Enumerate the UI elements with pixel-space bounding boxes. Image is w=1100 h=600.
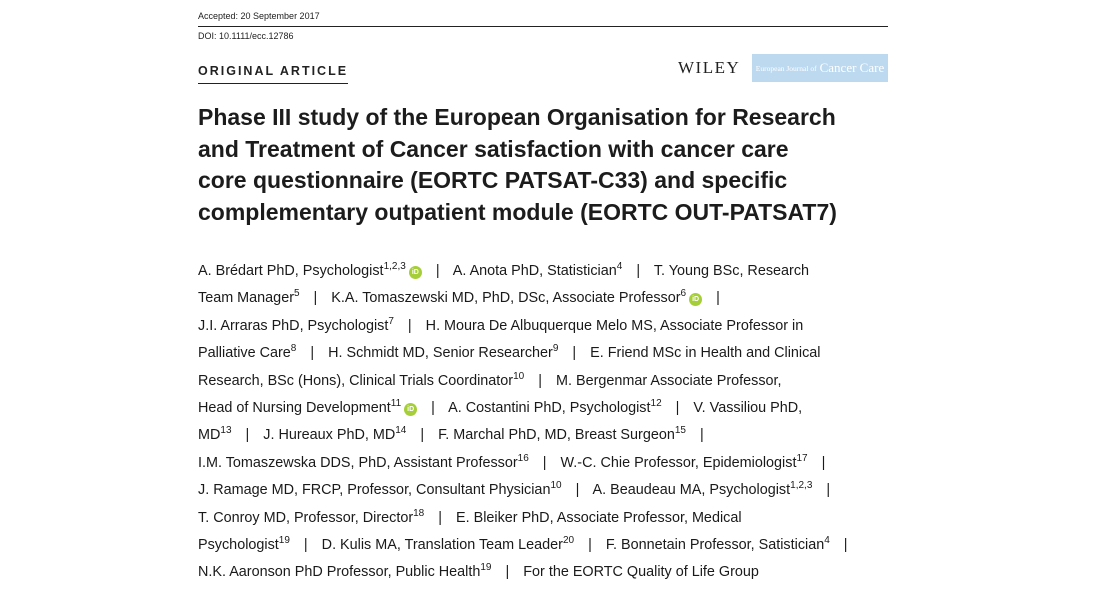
author-name[interactable]: A. Costantini PhD, Psychologist bbox=[448, 400, 651, 417]
journal-logo bbox=[752, 54, 888, 82]
separator: | bbox=[438, 509, 442, 526]
author-affiliation[interactable]: 10 bbox=[550, 480, 562, 492]
group-name[interactable]: For the EORTC Quality of Life Group bbox=[523, 564, 759, 581]
author-line bbox=[198, 422, 898, 449]
author-list bbox=[198, 258, 898, 587]
separator: | bbox=[675, 400, 680, 417]
separator: | bbox=[505, 564, 510, 581]
separator: | bbox=[407, 317, 412, 334]
separator: | bbox=[636, 263, 641, 279]
author-affiliation[interactable]: 5 bbox=[293, 288, 300, 300]
author-name[interactable]: A. Anota PhD, Statistician bbox=[452, 263, 617, 279]
author-affiliation[interactable]: 11 bbox=[390, 398, 402, 410]
author-affiliation[interactable]: 4 bbox=[824, 535, 830, 547]
separator: | bbox=[313, 290, 318, 307]
separator: | bbox=[699, 427, 704, 444]
author-affiliation[interactable]: 6 bbox=[680, 288, 687, 300]
journal-logo-name: Cancer Care bbox=[819, 60, 885, 75]
author-name[interactable]: K.A. Tomaszewski MD, PhD, DSc, Associate Professor bbox=[331, 290, 681, 307]
title-line: and Treatment of Cancer satisfaction with cancer care bbox=[198, 135, 789, 162]
author-affiliation[interactable]: 16 bbox=[517, 452, 529, 464]
author-name[interactable]: Palliative Care bbox=[198, 345, 291, 362]
author-line bbox=[198, 395, 898, 422]
author-line bbox=[198, 285, 898, 312]
separator: | bbox=[542, 454, 547, 471]
author-affiliation[interactable]: 20 bbox=[562, 535, 575, 547]
author-name[interactable]: Research, BSc (Hons), Clinical Trials Coordinator bbox=[198, 372, 514, 389]
separator: | bbox=[572, 345, 577, 362]
journal-logo-small: European Journal of bbox=[755, 63, 817, 73]
author-name[interactable]: A. Brédart PhD, Psychologist bbox=[198, 263, 384, 279]
author-affiliation[interactable]: 1,2,3 bbox=[790, 480, 813, 492]
title-line: Phase III study of the European Organisation for Research bbox=[198, 104, 836, 130]
author-name[interactable]: E. Bleiker PhD, Associate Professor, Medical bbox=[456, 509, 742, 526]
author-name[interactable]: M. Bergenmar Associate Professor, bbox=[555, 372, 782, 389]
separator: | bbox=[826, 482, 831, 499]
author-line bbox=[198, 477, 898, 504]
separator: | bbox=[821, 454, 826, 471]
separator: | bbox=[588, 537, 592, 554]
author-name[interactable]: F. Bonnetain Professor, Satistician bbox=[605, 537, 825, 554]
author-name[interactable]: E. Friend MSc in Health and Clinical bbox=[590, 345, 821, 362]
title-line: core questionnaire (EORTC PATSAT-C33) and specific bbox=[198, 167, 788, 193]
author-name[interactable]: W.-C. Chie Professor, Epidemiologist bbox=[560, 454, 797, 471]
section-label: ORIGINAL ARTICLE bbox=[198, 64, 349, 78]
author-affiliation[interactable]: 7 bbox=[388, 315, 394, 327]
title-line: complementary outpatient module (EORTC OUT-PATSAT7) bbox=[198, 198, 837, 225]
separator: | bbox=[435, 263, 440, 279]
author-name[interactable]: D. Kulis MA, Translation Team Leader bbox=[321, 537, 563, 554]
separator: | bbox=[431, 400, 435, 417]
orcid-icon[interactable]: iD bbox=[409, 266, 422, 279]
separator: | bbox=[538, 372, 542, 389]
author-line bbox=[198, 340, 898, 367]
author-name[interactable]: Psychologist bbox=[198, 537, 279, 554]
author-line bbox=[198, 313, 898, 340]
author-name[interactable]: F. Marchal PhD, MD, Breast Surgeon bbox=[438, 427, 675, 444]
author-affiliation[interactable]: 8 bbox=[290, 343, 297, 355]
author-name[interactable]: T. Conroy MD, Professor, Director bbox=[198, 509, 414, 526]
author-affiliation[interactable]: 9 bbox=[552, 343, 559, 355]
author-affiliation[interactable]: 1,2,3 bbox=[383, 261, 406, 272]
author-name[interactable]: J. Ramage MD, FRCP, Professor, Consultant Physician bbox=[198, 482, 551, 499]
author-affiliation[interactable]: 4 bbox=[616, 261, 623, 272]
author-line bbox=[198, 258, 898, 285]
author-name[interactable]: V. Vassiliou PhD, bbox=[693, 400, 803, 417]
author-name[interactable]: MD bbox=[198, 427, 221, 444]
author-name[interactable]: I.M. Tomaszewska DDS, PhD, Assistant Professor bbox=[198, 454, 518, 471]
author-name[interactable]: J.I. Arraras PhD, Psychologist bbox=[198, 317, 389, 334]
separator: | bbox=[420, 427, 425, 444]
separator: | bbox=[245, 427, 250, 444]
header-rule bbox=[198, 26, 888, 27]
accepted-date: Accepted: 20 September 2017 bbox=[198, 11, 320, 21]
section-underline bbox=[198, 83, 348, 84]
separator: | bbox=[716, 290, 720, 307]
author-name[interactable]: H. Moura De Albuquerque Melo MS, Associate Professor in bbox=[425, 317, 804, 334]
author-affiliation[interactable]: 12 bbox=[650, 398, 662, 410]
author-affiliation[interactable]: 10 bbox=[513, 370, 525, 382]
author-name[interactable]: Team Manager bbox=[198, 290, 294, 307]
author-name[interactable]: H. Schmidt MD, Senior Researcher bbox=[328, 345, 553, 362]
author-affiliation[interactable]: 14 bbox=[395, 425, 407, 437]
separator: | bbox=[303, 537, 308, 554]
author-name[interactable]: J. Hureaux PhD, MD bbox=[263, 427, 396, 444]
article-title bbox=[198, 102, 888, 228]
author-affiliation[interactable]: 13 bbox=[220, 425, 232, 437]
author-name[interactable]: T. Young BSc, Research bbox=[653, 263, 810, 279]
author-line bbox=[198, 450, 898, 477]
publisher-logo: WILEY bbox=[678, 58, 741, 77]
author-name[interactable]: A. Beaudeau MA, Psychologist bbox=[592, 482, 791, 499]
orcid-icon[interactable]: iD bbox=[404, 403, 417, 416]
separator: | bbox=[310, 345, 315, 362]
author-line bbox=[198, 559, 898, 586]
author-name[interactable]: N.K. Aaronson PhD Professor, Public Health bbox=[198, 564, 481, 581]
author-affiliation[interactable]: 17 bbox=[796, 452, 808, 464]
author-affiliation[interactable]: 19 bbox=[278, 535, 290, 547]
author-line bbox=[198, 532, 898, 559]
orcid-icon[interactable]: iD bbox=[689, 293, 702, 306]
author-line bbox=[198, 505, 898, 532]
author-affiliation[interactable]: 15 bbox=[674, 425, 686, 437]
doi[interactable]: DOI: 10.1111/ecc.12786 bbox=[198, 31, 294, 41]
author-affiliation[interactable]: 19 bbox=[480, 562, 492, 574]
author-affiliation[interactable]: 18 bbox=[413, 507, 425, 519]
separator: | bbox=[843, 537, 848, 554]
author-line bbox=[198, 368, 898, 395]
separator: | bbox=[575, 482, 580, 499]
author-name[interactable]: Head of Nursing Development bbox=[198, 400, 391, 417]
